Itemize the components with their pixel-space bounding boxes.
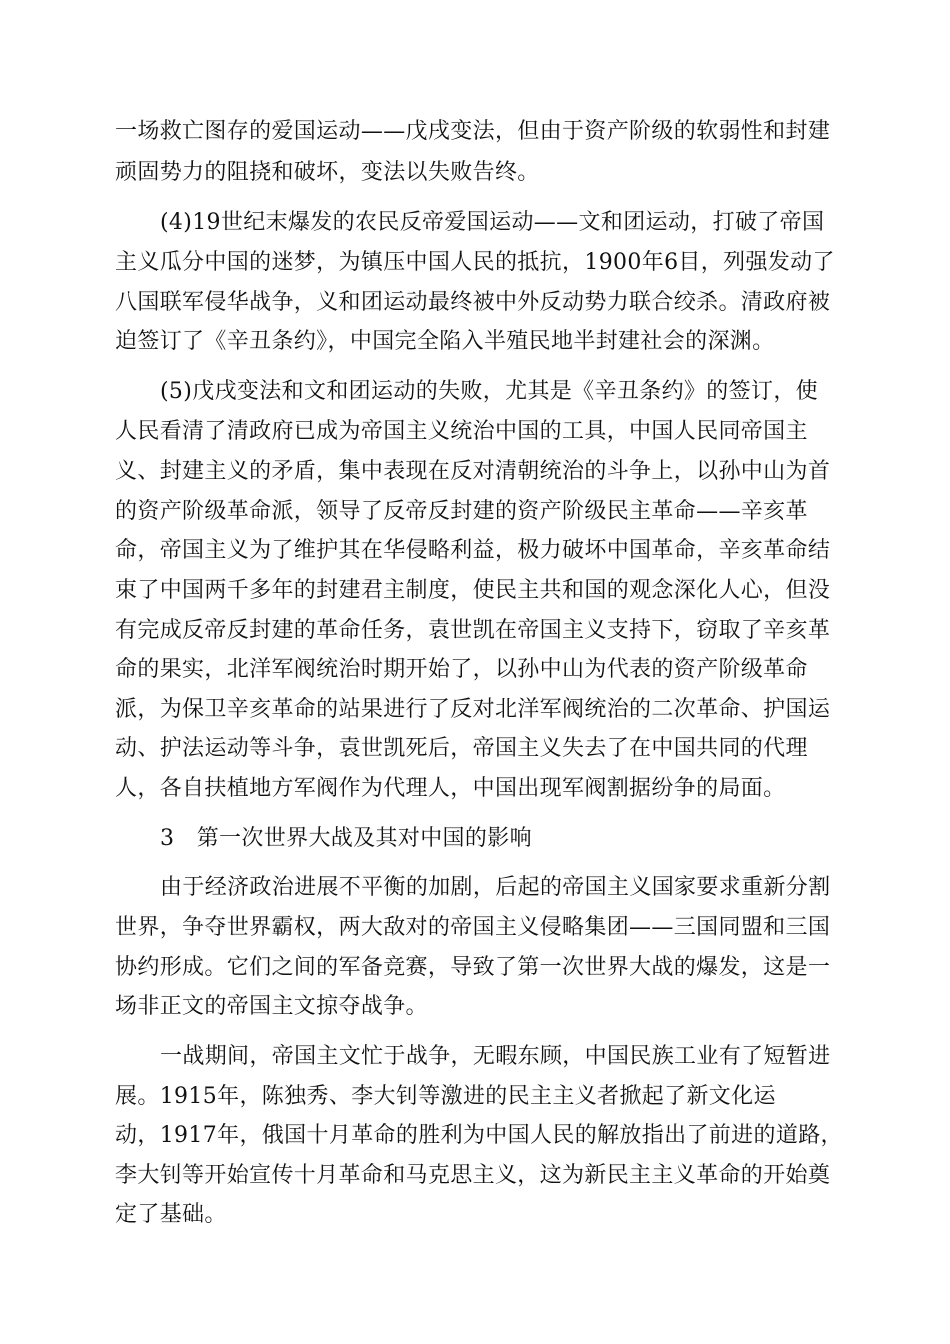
text-line: 命，帝国主义为了维护其在华侵略利益，极力破坏中国革命，辛亥革命结	[115, 538, 831, 563]
text-line: 派，为保卫辛亥革命的站果进行了反对北洋军阀统治的二次革命、护国运	[115, 697, 831, 722]
text-line: 定了基础。	[115, 1202, 227, 1227]
text-line: 由于经济政治进展不平衡的加剧，后起的帝国主义国家要求重新分割	[160, 875, 831, 900]
section-heading: 3 第一次世界大战及其对中国的影响	[160, 826, 532, 851]
text-line: (4)19世纪末爆发的农民反帝爱国运动——文和团运动，打破了帝国	[160, 210, 825, 235]
text-line: (5)戊戌变法和文和团运动的失败，尤其是《辛丑条约》的签订，使	[160, 379, 819, 404]
text-line: 场非正文的帝国主文掠夺战争。	[115, 994, 428, 1019]
text-line: 动、护法运动等斗争，袁世凯死后，帝国主义失去了在中国共同的代理	[115, 736, 808, 761]
text-line: 人民看清了清政府已成为帝国主义统治中国的工具，中国人民同帝国主	[115, 419, 808, 444]
text-line: 协约形成。它们之间的军备竞赛，导致了第一次世界大战的爆发，这是一	[115, 955, 831, 980]
text-line: 顽固势力的阻挠和破坏，变法以失败告终。	[115, 160, 540, 185]
text-line: 动，1917年，俄国十月革命的胜利为中国人民的解放指出了前进的道路，	[115, 1123, 843, 1148]
text-line: 八国联军侵华战争，义和团运动最终被中外反动势力联合绞杀。清政府被	[115, 290, 831, 315]
text-line: 主义瓜分中国的迷梦，为镇压中国人民的抵抗，1900年6目，列强发动了	[115, 250, 835, 275]
text-line: 有完成反帝反封建的革命任务，袁世凯在帝国主义支持下，窃取了辛亥革	[115, 618, 831, 643]
text-line: 一战期间，帝国主文忙于战争，无暇东顾，中国民族工业有了短暂进	[160, 1044, 831, 1069]
text-line: 李大钊等开始宣传十月革命和马克思主义，这为新民主主义革命的开始奠	[115, 1163, 831, 1188]
text-line: 迫签订了《辛丑条约》，中国完全陷入半殖民地半封建社会的深渊。	[115, 329, 775, 354]
text-line: 一场救亡图存的爱国运动——戊戌变法，但由于资产阶级的软弱性和封建	[115, 119, 831, 144]
text-line: 展。1915年，陈独秀、李大钊等激进的民主主义者掀起了新文化运	[115, 1084, 776, 1109]
text-line: 的资产阶级革命派，领导了反帝反封建的资产阶级民主革命——辛亥革	[115, 499, 808, 524]
text-line: 命的果实，北洋军阀统治时期开始了，以孙中山为代表的资产阶级革命	[115, 657, 808, 682]
text-line: 人，各自扶植地方军阀作为代理人，中国出现军阀割据纷争的局面。	[115, 776, 786, 801]
text-line: 义、封建主义的矛盾，集中表现在反对清朝统治的斗争上，以孙中山为首	[115, 459, 831, 484]
text-line: 束了中国两千多年的封建君主制度，使民主共和国的观念深化人心，但没	[115, 578, 831, 603]
text-line: 世界，争夺世界霸权，两大敌对的帝国主义侵略集团——三国同盟和三国	[115, 915, 831, 940]
